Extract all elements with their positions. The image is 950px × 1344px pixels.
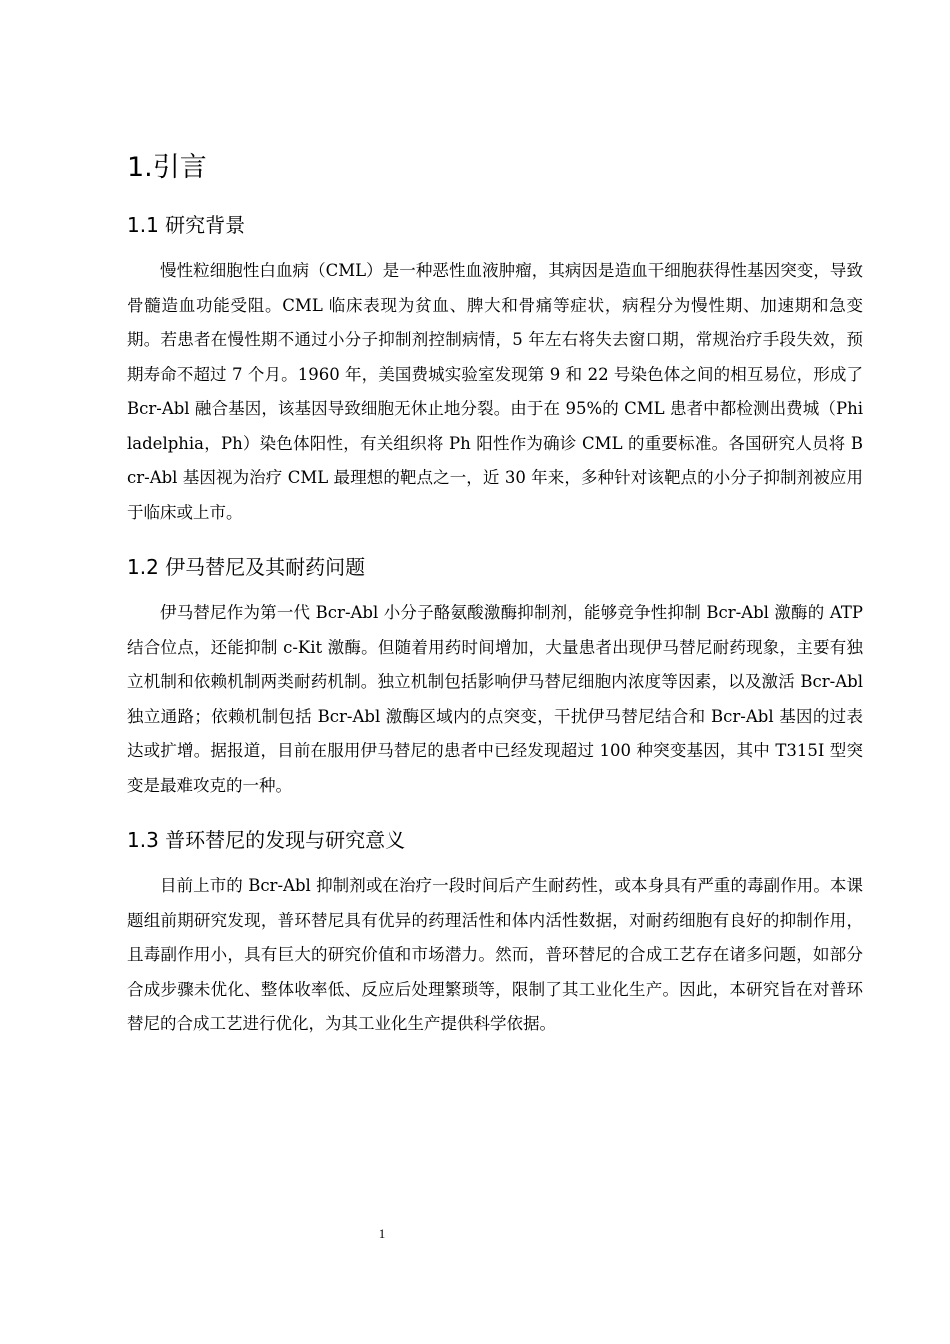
paragraph-imatinib: 伊马替尼作为第一代 Bcr-Abl 小分子酪氨酸激酶抑制剂，能够竞争性抑制 Bcr-Abl 激酶的 ATP 结合位点，还能抑制 c-Kit 激酶。但随着用药时间增加，大量患者出现伊马替尼耐药现象，主要有独立机制和依赖机制两类耐药机制。独立机制包括影响伊马替尼细胞内浓度等因素，以及激活 Bcr-Abl 独立通路；依赖机制包括 Bcr-Abl 激酶区域内的点突变，干扰伊马替尼结合和 Bcr-Abl 基因的过表达或扩增。据报道，目前在服用伊马替尼的患者中已经发现超过 100 种突变基因，其中 T315I 型突变是最难攻克的一种。: [127, 603, 863, 795]
page-number: 1: [378, 1226, 386, 1241]
section-heading-significance: 1.3 普环替尼的发现与研究意义: [127, 828, 406, 852]
chapter-title: 1.引言: [127, 152, 207, 183]
document-body: [127, 148, 863, 1064]
paragraph-significance: 目前上市的 Bcr-Abl 抑制剂或在治疗一段时间后产生耐药性，或本身具有严重的毒副作用。本课题组前期研究发现，普环替尼具有优异的药理活性和体内活性数据，对耐药细胞有良好的抑制作用，且毒副作用小，具有巨大的研究价值和市场潜力。然而，普环替尼的合成工艺存在诸多问题，如部分合成步骤未优化、整体收率低、反应后处理繁琐等，限制了其工业化生产。因此，本研究旨在对普环替尼的合成工艺进行优化，为其工业化生产提供科学依据。: [127, 876, 863, 1033]
section-heading-imatinib: 1.2 伊马替尼及其耐药问题: [127, 555, 366, 579]
paragraph-background: 慢性粒细胞性白血病（CML）是一种恶性血液肿瘤，其病因是造血干细胞获得性基因突变，导致骨髓造血功能受阻。CML 临床表现为贫血、脾大和骨痛等症状，病程分为慢性期、加速期和急变期。若患者在慢性期不通过小分子抑制剂控制病情，5 年左右将失去窗口期，常规治疗手段失效，预期寿命不超过 7 个月。1960 年，美国费城实验室发现第 9 和 22 号染色体之间的相互易位，形成了 Bcr-Abl 融合基因，该基因导致细胞无休止地分裂。由于在 95%的 CML 患者中都检测出费城（Philadelphia，Ph）染色体阳性，有关组织将 Ph 阳性作为确诊 CML 的重要标准。各国研究人员将 Bcr-Abl 基因视为治疗 CML 最理想的靶点之一，近 30 年来，多种针对该靶点的小分子抑制剂被应用于临床或上市。: [127, 261, 863, 522]
section-heading-background: 1.1 研究背景: [127, 213, 246, 237]
